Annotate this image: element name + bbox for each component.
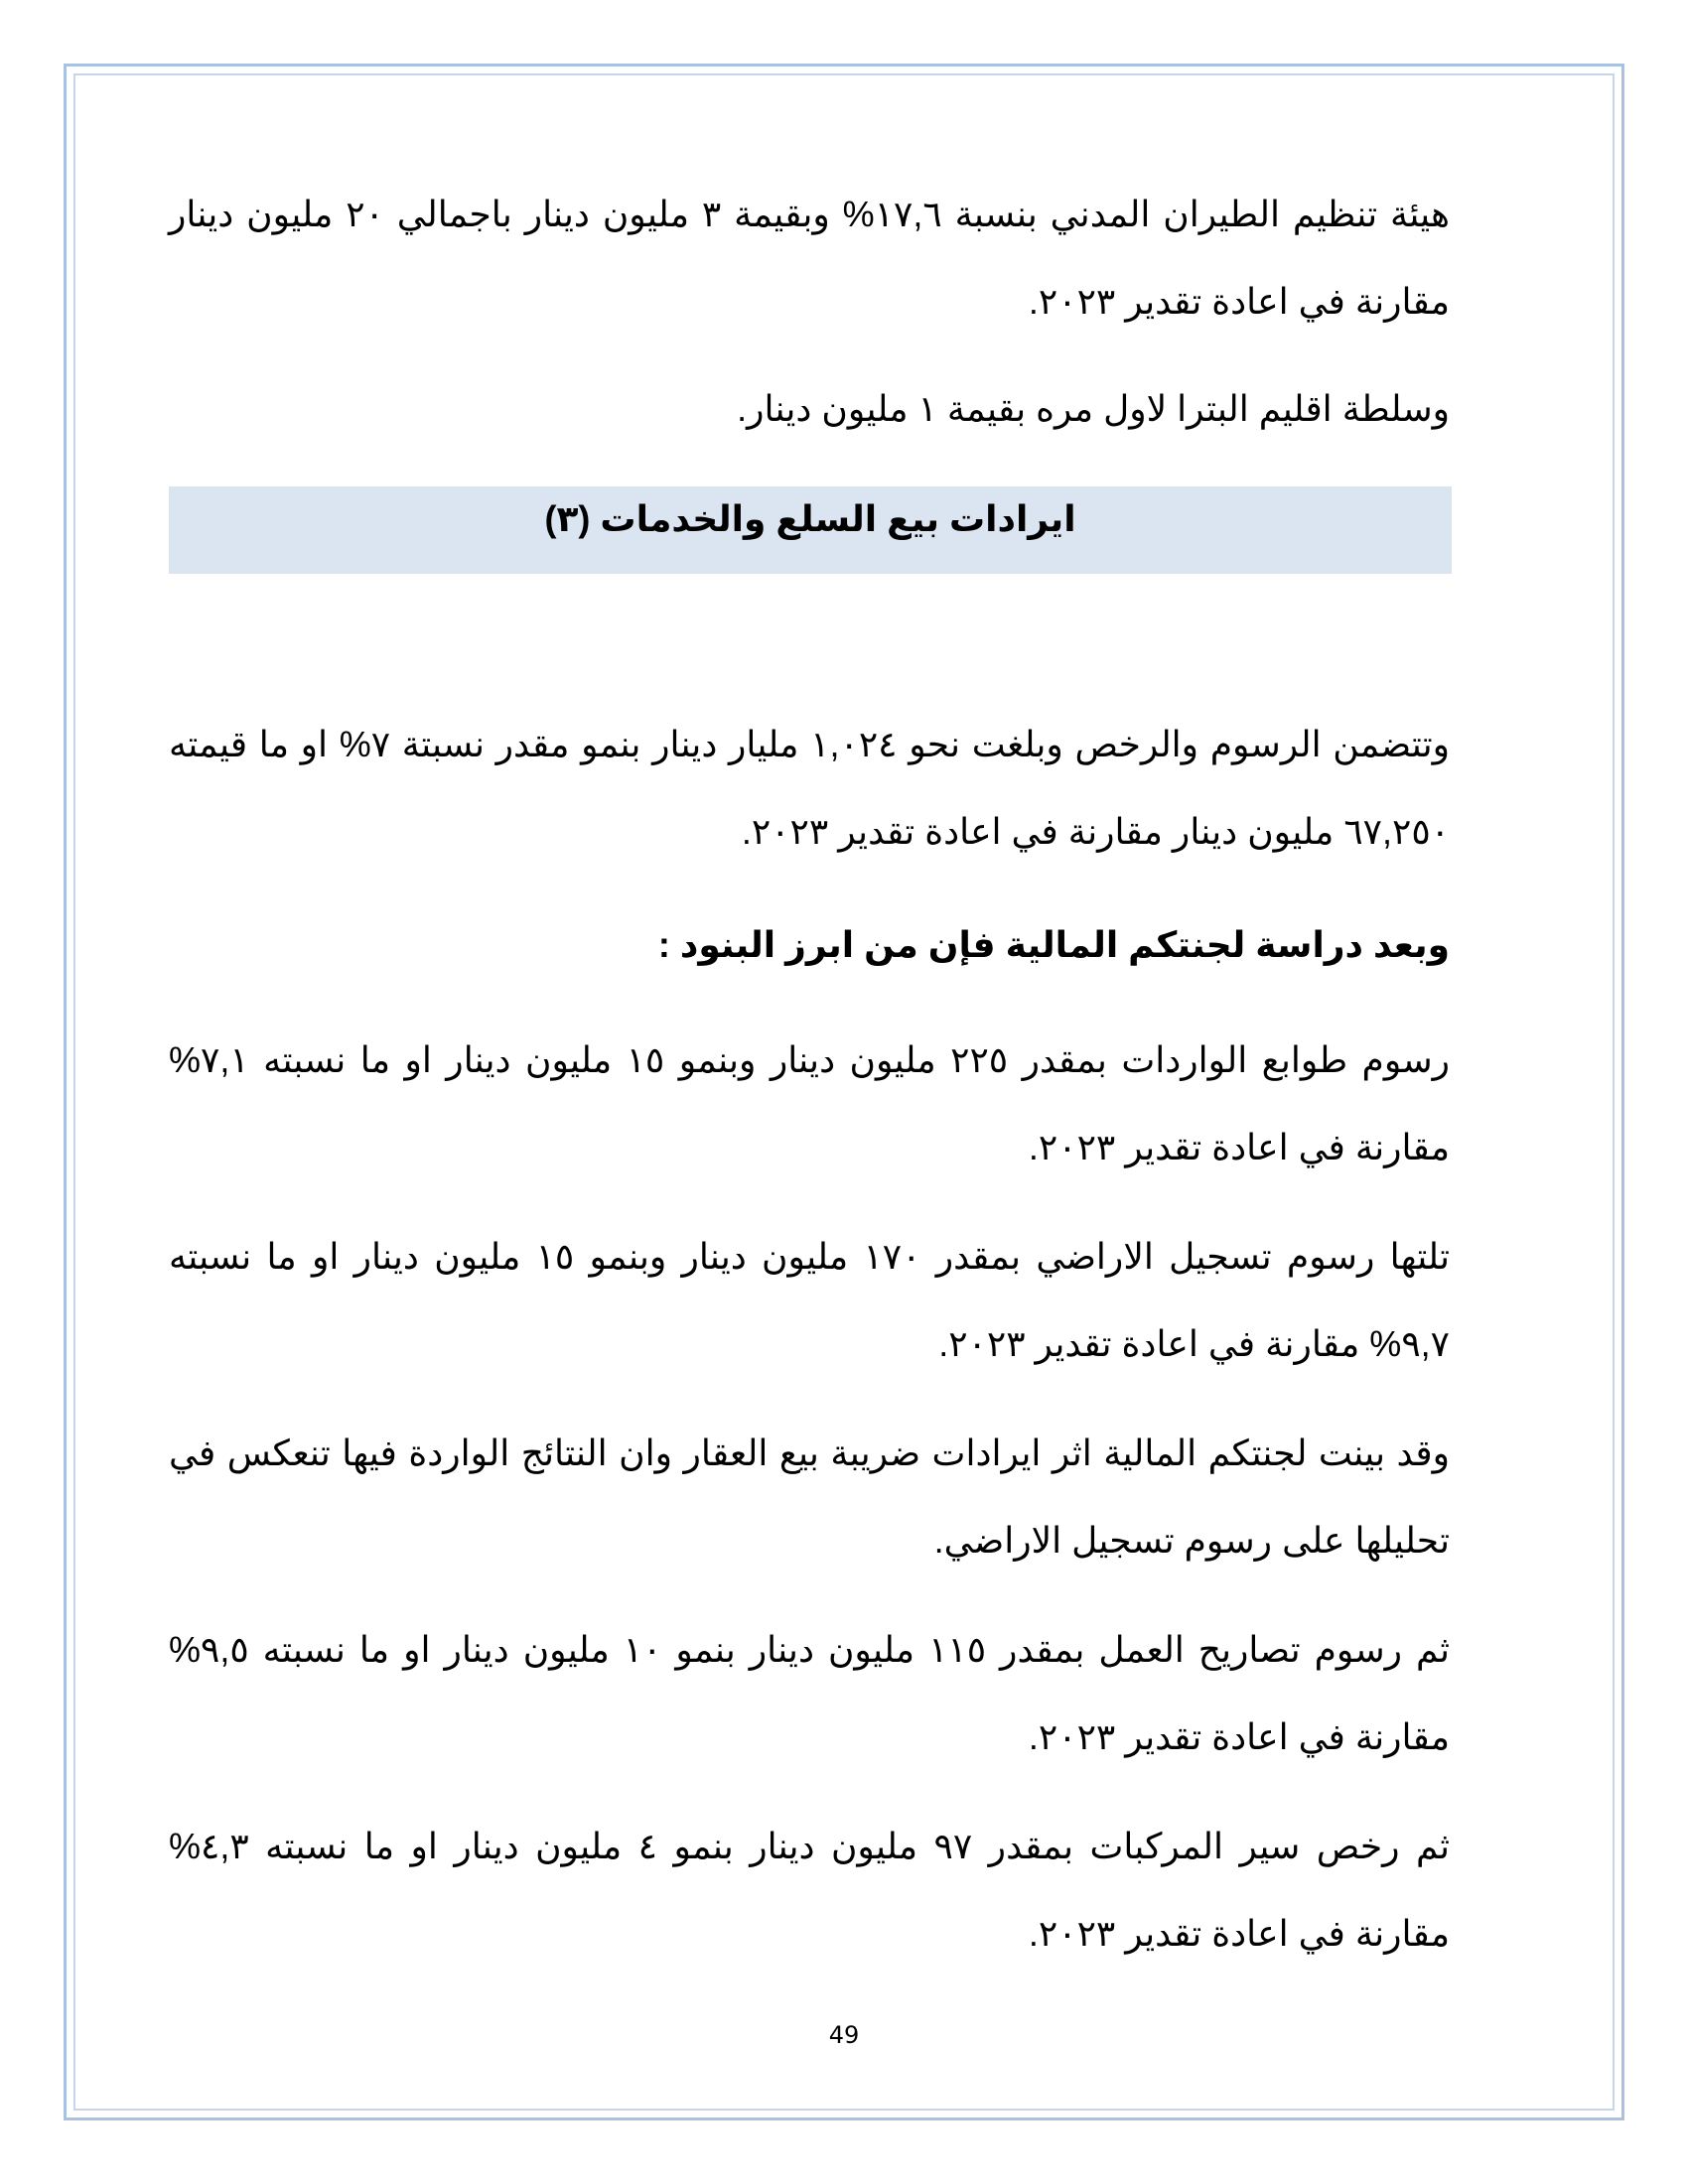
section-heading-bar bbox=[169, 486, 1452, 574]
paragraph-petra-authority: وسلطة اقليم البترا لاول مره بقيمة ١ مليون دينار. bbox=[737, 388, 1450, 429]
paragraph-vehicle-licenses: ثم رخص سير المركبات بمقدر ٩٧ مليون دينار بنمو ٤ مليون دينار او ما نسبته ٤,٣% مقارنة في اعادة تقدير ٢٠٢٣. bbox=[169, 1826, 1450, 1954]
paragraph-land-registration: تلتها رسوم تسجيل الاراضي بمقدر ١٧٠ مليون دينار وبنمو ١٥ مليون دينار او ما نسبته ٩,٧% مقارنة في اعادة تقدير ٢٠٢٣. bbox=[169, 1236, 1450, 1364]
page-number: 49 bbox=[828, 2021, 860, 2049]
paragraph-real-estate-tax: وقد بينت لجنتكم المالية اثر ايرادات ضريبة بيع العقار وان النتائج الواردة فيها تنعكس في تحليلها على رسوم تسجيل الاراضي. bbox=[169, 1433, 1450, 1561]
paragraph-work-permits: ثم رسوم تصاريح العمل بمقدر ١١٥ مليون دينار بنمو ١٠ مليون دينار او ما نسبته ٩,٥% مقارنة في اعادة تقدير ٢٠٢٣. bbox=[169, 1629, 1451, 1757]
paragraph-import-stamps: رسوم طوابع الواردات بمقدر ٢٢٥ مليون دينار وبنمو ١٥ مليون دينار او ما نسبته ٧,١% مقارنة في اعادة تقدير ٢٠٢٣. bbox=[169, 1039, 1450, 1167]
section-heading: ايرادات بيع السلع والخدمات (٣) bbox=[544, 498, 1076, 539]
paragraph-civil-aviation: هيئة تنظيم الطيران المدني بنسبة ١٧,٦% وبقيمة ٣ مليون دينار باجمالي ٢٠ مليون دينار مقارنة في اعادة تقدير ٢٠٢٣. bbox=[169, 194, 1451, 322]
paragraph-fees-licenses: وتتضمن الرسوم والرخص وبلغت نحو ١,٠٢٤ مليار دينار بنمو مقدر نسبتة ٧% او ما قيمته ٦٧,٢٥٠ مليون دينار مقارنة في اعادة تقدير ٢٠٢٣. bbox=[169, 724, 1451, 852]
paragraph-committee-study: وبعد دراسة لجنتكم المالية فإن من ابرز البنود : bbox=[657, 924, 1450, 965]
